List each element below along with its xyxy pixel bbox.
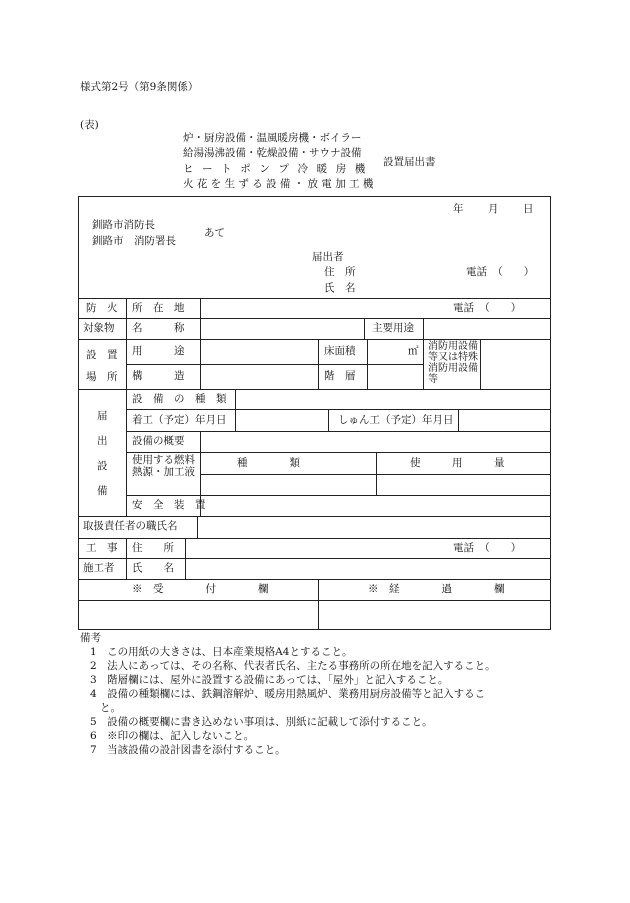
rule bbox=[126, 495, 551, 496]
rule bbox=[126, 452, 551, 453]
notifier-address-label: 住 所 bbox=[324, 266, 356, 278]
fire-object-phone: 電話 （ ） bbox=[453, 302, 522, 314]
note-7: 7 当該設備の設計図書を添付すること。 bbox=[90, 744, 286, 756]
rule bbox=[126, 409, 551, 410]
form-id: 様式第2号（第9条関係） bbox=[80, 81, 199, 93]
addressee-chief: 釧路市消防長 bbox=[92, 219, 155, 231]
note-3: 3 階層欄には、屋外に設置する設備にあっては、「屋外」と記入すること。 bbox=[90, 674, 449, 686]
rule bbox=[200, 298, 201, 389]
addressee-station: 釧路市 消防署長 bbox=[92, 235, 176, 247]
rule bbox=[78, 298, 551, 299]
rule bbox=[458, 409, 459, 431]
manager-label: 取扱責任者の職氏名 bbox=[83, 520, 178, 532]
rule bbox=[78, 516, 551, 517]
fire-object-label-2: 対象物 bbox=[83, 322, 115, 334]
rule bbox=[78, 318, 551, 319]
rule bbox=[78, 600, 551, 601]
fire-object-label-1: 防 火 bbox=[86, 302, 118, 314]
install-place-label-1: 設 置 bbox=[86, 349, 118, 361]
safety-device-label: 安 全 装 置 bbox=[132, 499, 206, 511]
equipment-label-4: 備 bbox=[97, 485, 108, 497]
contractor-address-label: 住 所 bbox=[132, 542, 174, 554]
location-label: 所 在 地 bbox=[132, 302, 185, 314]
floor-label: 階 層 bbox=[324, 370, 356, 382]
date-day: 日 bbox=[523, 203, 534, 215]
equipment-label-3: 設 bbox=[97, 460, 108, 472]
notifier-label: 届出者 bbox=[312, 251, 344, 263]
usage-label: 使 用 量 bbox=[410, 457, 505, 469]
contractor-phone: 電話 （ ） bbox=[453, 542, 522, 554]
title-line-4: 火 花 を 生 ず る 設 備 ・ 放 電 加 工 機 bbox=[183, 178, 374, 190]
date-year: 年 bbox=[453, 203, 464, 215]
rule bbox=[200, 431, 201, 452]
reception-header: ※ 受 付 欄 bbox=[132, 583, 269, 595]
note-5: 5 設備の概要欄に書き込めない事項は、別紙に記載して添付すること。 bbox=[90, 716, 433, 728]
rule bbox=[78, 389, 551, 390]
rule bbox=[78, 579, 551, 580]
rule bbox=[328, 409, 329, 431]
rule bbox=[318, 579, 319, 630]
notifier-phone: 電話 （ ） bbox=[466, 266, 535, 278]
note-4-continued: と。 bbox=[100, 702, 121, 714]
notes-title: 備考 bbox=[80, 632, 101, 644]
addressee-ate: あて bbox=[204, 227, 225, 239]
rule bbox=[376, 452, 377, 495]
note-2: 2 法人にあっては、その名称、代表者氏名、主たる事務所の所在地を記入すること。 bbox=[90, 660, 496, 672]
floor-area-label: 床面積 bbox=[324, 345, 356, 357]
rule bbox=[367, 339, 368, 389]
structure-label: 構 造 bbox=[132, 370, 185, 382]
main-use-label: 主要用途 bbox=[372, 322, 414, 334]
completion-date-label: しゅん工（予定）年月日 bbox=[338, 414, 454, 426]
date-month: 月 bbox=[488, 203, 499, 215]
rule bbox=[126, 431, 551, 432]
contractor-label-2: 施工者 bbox=[83, 562, 115, 574]
side-label: (表) bbox=[80, 119, 99, 131]
note-1: 1 この用紙の大きさは、日本産業規格A4とすること。 bbox=[90, 646, 353, 658]
contractor-name-label: 氏 名 bbox=[132, 562, 174, 574]
title-suffix: 設置届出書 bbox=[383, 156, 436, 168]
rule bbox=[200, 452, 201, 495]
install-place-label-2: 場 所 bbox=[86, 371, 118, 383]
rule bbox=[126, 364, 423, 365]
rule bbox=[78, 558, 551, 559]
progress-header: ※ 経 過 欄 bbox=[368, 583, 505, 595]
rule bbox=[185, 538, 186, 579]
rule bbox=[235, 389, 236, 431]
rule bbox=[423, 318, 424, 389]
rule bbox=[126, 538, 127, 579]
title-line-1: 炉・厨房設備・温風暖房機・ボイラー bbox=[183, 132, 362, 144]
rule bbox=[197, 516, 198, 538]
area-unit: ㎡ bbox=[408, 345, 419, 357]
fuel-label: 使用する燃料熱源・加工液 bbox=[132, 454, 195, 478]
equipment-type-label: 設 備 の 種 類 bbox=[132, 393, 227, 405]
name-label: 名 称 bbox=[132, 322, 185, 334]
overview-label: 設備の概要 bbox=[132, 435, 185, 447]
note-6: 6 ※印の欄は、記入しないこと。 bbox=[90, 730, 255, 742]
note-4: 4 設備の種類欄には、鉄鋼溶解炉、暖房用熱風炉、業務用厨房設備等と記入するこ bbox=[90, 688, 486, 700]
fire-equipment-label: 消防用設備等又は特殊消防用設備等 bbox=[428, 341, 478, 385]
contractor-label-1: 工 事 bbox=[86, 542, 118, 554]
rule bbox=[318, 339, 319, 389]
use-label: 用 途 bbox=[132, 345, 185, 357]
fuel-kind-label: 種 類 bbox=[237, 457, 300, 469]
title-line-2: 給湯湯沸設備・乾燥設備・サウナ設備 bbox=[183, 147, 362, 159]
equipment-label-2: 出 bbox=[97, 435, 108, 447]
start-date-label: 着工（予定）年月日 bbox=[132, 414, 227, 426]
rule bbox=[126, 298, 127, 516]
equipment-label-1: 届 bbox=[97, 410, 108, 422]
rule bbox=[364, 318, 365, 339]
rule bbox=[480, 339, 481, 389]
title-line-3: ヒ ー ト ポ ン プ 冷 暖 房 機 bbox=[183, 163, 368, 175]
rule bbox=[78, 538, 551, 539]
notifier-name-label: 氏 名 bbox=[324, 282, 356, 294]
